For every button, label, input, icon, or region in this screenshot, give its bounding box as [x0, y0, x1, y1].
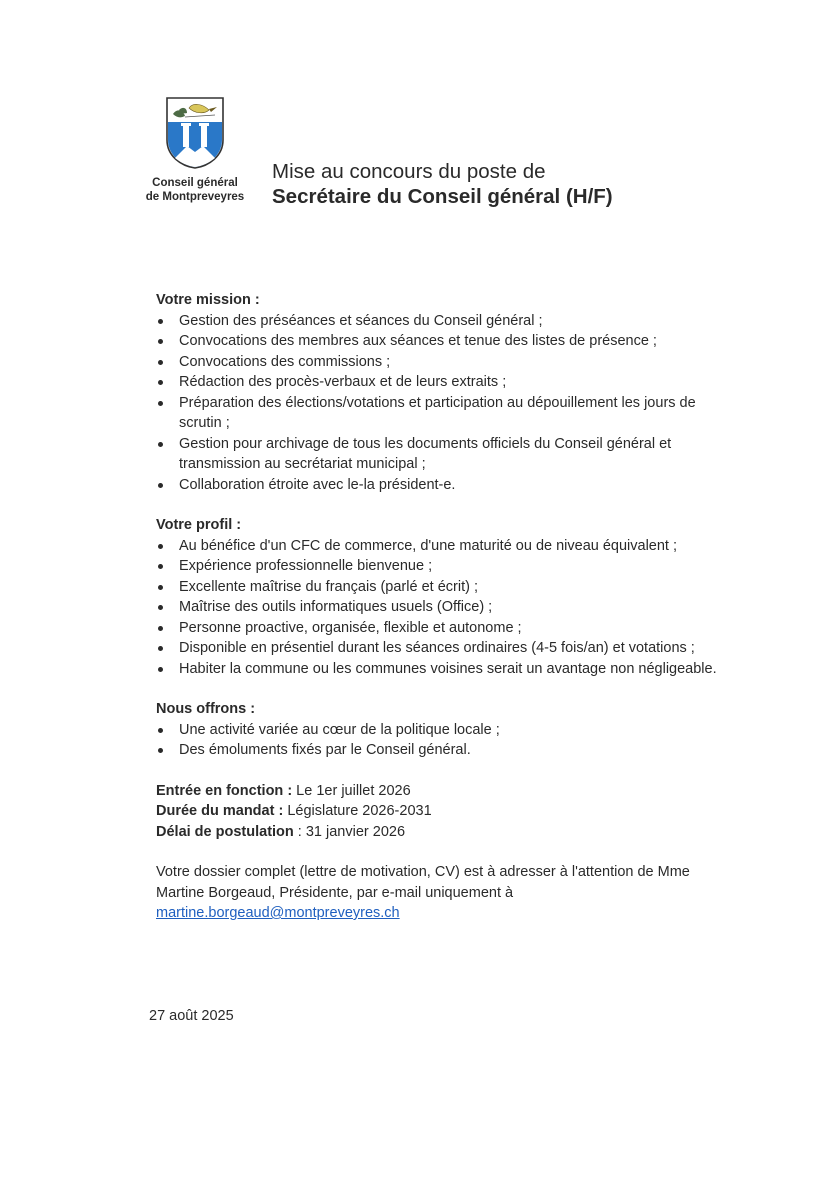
bullet-icon	[158, 605, 163, 610]
coat-of-arms-icon	[165, 96, 225, 170]
deadline-label: Délai de postulation	[156, 823, 294, 840]
list-item: Préparation des élections/votations et participation au dépouillement les jours de scrutin ;	[156, 393, 736, 434]
profile-list	[156, 536, 736, 680]
deadline-value: : 31 janvier 2026	[293, 823, 406, 840]
application-text: Votre dossier complet (lettre de motivation, CV) est à adresser à l'attention de Mme Martine Borgeaud, Présidente, par e-mail uniquement à martine.borgeaud@montpreveyres.ch	[156, 864, 690, 921]
bullet-icon	[158, 401, 163, 406]
list-item: Convocations des commissions ;	[156, 352, 736, 373]
bullet-icon	[158, 728, 163, 733]
application-section	[156, 862, 736, 924]
mission-list	[156, 311, 736, 496]
list-item: Excellente maîtrise du français (parlé et écrit) ;	[156, 577, 736, 598]
bullet-icon	[158, 646, 163, 651]
title-line1: Mise au concours du poste de	[272, 160, 546, 183]
bullet-icon	[158, 626, 163, 631]
org-name	[130, 176, 260, 204]
bullet-icon	[158, 360, 163, 365]
list-item: Gestion des préséances et séances du Conseil général ;	[156, 311, 736, 332]
list-item: Habiter la commune ou les communes voisines serait un avantage non négligeable.	[156, 659, 736, 680]
start-date	[156, 781, 736, 802]
bullet-icon	[158, 544, 163, 549]
list-item: Personne proactive, organisée, flexible et autonome ;	[156, 618, 736, 639]
list-item: Rédaction des procès-verbaux et de leurs extraits ;	[156, 372, 736, 393]
email-link[interactable]: martine.borgeaud@montpreveyres.ch	[156, 905, 400, 921]
bullet-icon	[158, 319, 163, 324]
list-item: Disponible en présentiel durant les séances ordinaires (4-5 fois/an) et votations ;	[156, 638, 736, 659]
list-item: Gestion pour archivage de tous les documents officiels du Conseil général et transmission au secrétariat municipal ;	[156, 434, 736, 475]
start-date-value: Le 1er juillet 2026	[292, 782, 411, 799]
list-item: Maîtrise des outils informatiques usuels (Office) ;	[156, 597, 736, 618]
profile-title: Votre profil :	[156, 517, 242, 533]
list-item: Au bénéfice d'un CFC de commerce, d'une maturité ou de niveau équivalent ;	[156, 536, 736, 557]
bullet-icon	[158, 585, 163, 590]
document-date: 27 août 2025	[149, 1008, 234, 1024]
list-item: Une activité variée au cœur de la politique locale ;	[156, 720, 736, 741]
list-item: Convocations des membres aux séances et tenue des listes de présence ;	[156, 331, 736, 352]
mission-title: Votre mission :	[156, 292, 260, 308]
bullet-icon	[158, 483, 163, 488]
offer-title: Nous offrons :	[156, 701, 256, 717]
details-section	[156, 781, 736, 843]
mission-section	[156, 290, 736, 495]
page-title	[272, 160, 613, 210]
bullet-icon	[158, 667, 163, 672]
bullet-icon	[158, 380, 163, 385]
bullet-icon	[158, 339, 163, 344]
logo-block	[130, 96, 260, 204]
org-name-line1: Conseil général	[152, 177, 238, 189]
list-item: Des émoluments fixés par le Conseil général.	[156, 740, 736, 761]
application-deadline	[156, 822, 736, 843]
document-body	[156, 290, 736, 944]
org-name-line2: de Montpreveyres	[145, 191, 245, 203]
start-date-label: Entrée en fonction :	[156, 782, 293, 799]
bullet-icon	[158, 442, 163, 447]
mandate-term	[156, 801, 736, 822]
offer-list	[156, 720, 736, 761]
profile-section	[156, 515, 736, 679]
title-line2: Secrétaire du Conseil général (H/F)	[272, 185, 613, 208]
list-item: Expérience professionnelle bienvenue ;	[156, 556, 736, 577]
offer-section	[156, 699, 736, 761]
list-item: Collaboration étroite avec le-la président-e.	[156, 475, 736, 496]
mandate-term-value: Législature 2026-2031	[283, 803, 432, 819]
bullet-icon	[158, 564, 163, 569]
mandate-term-label: Durée du mandat :	[156, 803, 284, 819]
bullet-icon	[158, 748, 163, 753]
